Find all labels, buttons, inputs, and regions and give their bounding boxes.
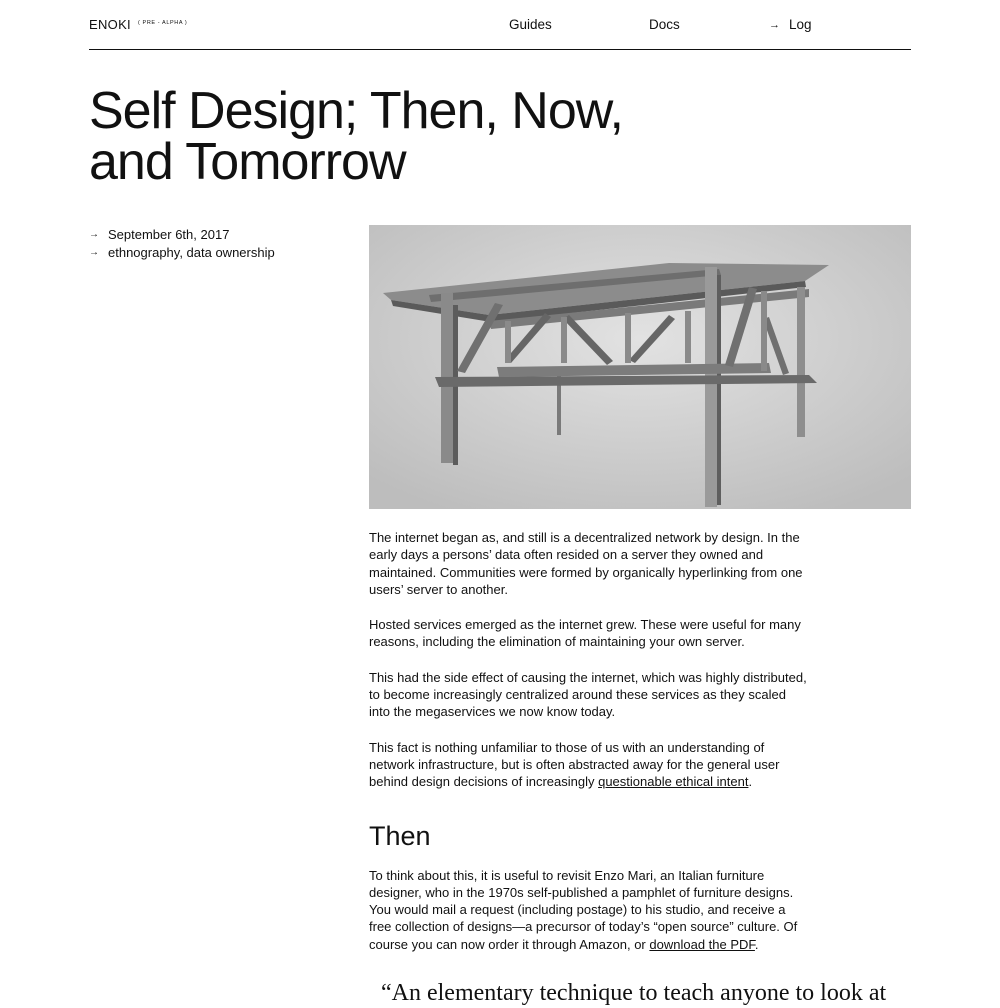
pull-quote: “An elementary technique to teach anyone to look at bbox=[381, 980, 887, 1006]
section-heading-then: Then bbox=[369, 820, 431, 851]
nav-log-label: Log bbox=[789, 17, 812, 32]
article-paragraph bbox=[369, 739, 809, 791]
paragraph-end: . bbox=[754, 936, 759, 952]
paragraph-end: . bbox=[748, 774, 753, 790]
arrow-right-icon: → bbox=[769, 19, 780, 31]
download-pdf-link[interactable]: download the PDF bbox=[649, 936, 755, 952]
nav-log-link[interactable] bbox=[769, 17, 812, 32]
paragraph-text: To think about this, it is useful to revisit Enzo Mari, an Italian furniture designer, who in the 1970s self-published a pamphlet of furniture designs. You would mail a request (including postage) to his studio, and receive a free collection of designs—a precursor of today’s “open source” culture. Of course you can now order it through Amazon, or bbox=[369, 867, 798, 952]
page-title: Self Design; Then, Now, and Tomorrow bbox=[89, 82, 623, 191]
article-paragraph: This had the side effect of causing the internet, which was highly distributed, to become increasingly centralized around these services as they scaled into the megaservices we now know today. bbox=[369, 669, 807, 720]
brand-logo[interactable]: ENOKI bbox=[89, 17, 131, 32]
article-body bbox=[369, 529, 809, 971]
nav-guides-link[interactable]: Guides bbox=[509, 17, 552, 32]
hero-image bbox=[369, 225, 911, 509]
article-tags: ethnography, data ownership bbox=[108, 244, 275, 260]
nav-docs-link[interactable]: Docs bbox=[649, 17, 680, 32]
paragraph-text: This fact is nothing unfamiliar to those of us with an understanding of network infrastructure, but is often abstracted away for the general user behind design decisions of increasingly bbox=[369, 739, 780, 790]
article-date: September 6th, 2017 bbox=[108, 227, 230, 242]
ethical-intent-link[interactable]: questionable ethical intent bbox=[598, 774, 749, 790]
brand-tag: ( PRE - ALPHA ) bbox=[138, 20, 188, 26]
arrow-right-icon: → bbox=[89, 229, 99, 240]
arrow-right-icon: → bbox=[89, 246, 99, 258]
meta-date-row bbox=[89, 226, 275, 244]
article-paragraph bbox=[369, 867, 809, 953]
article-paragraph: Hosted services emerged as the internet grew. These were useful for many reasons, including the elimination of maintaining your own server. bbox=[369, 617, 801, 650]
article-meta bbox=[89, 226, 275, 261]
meta-tags-row bbox=[89, 244, 275, 262]
article-paragraph: The internet began as, and still is a decentralized network by design. In the early days a persons’ data often resided on a server they owned and maintained. Communities were formed by organically hyperlinking from one users’ server to another. bbox=[369, 530, 803, 597]
site-header bbox=[89, 0, 911, 50]
